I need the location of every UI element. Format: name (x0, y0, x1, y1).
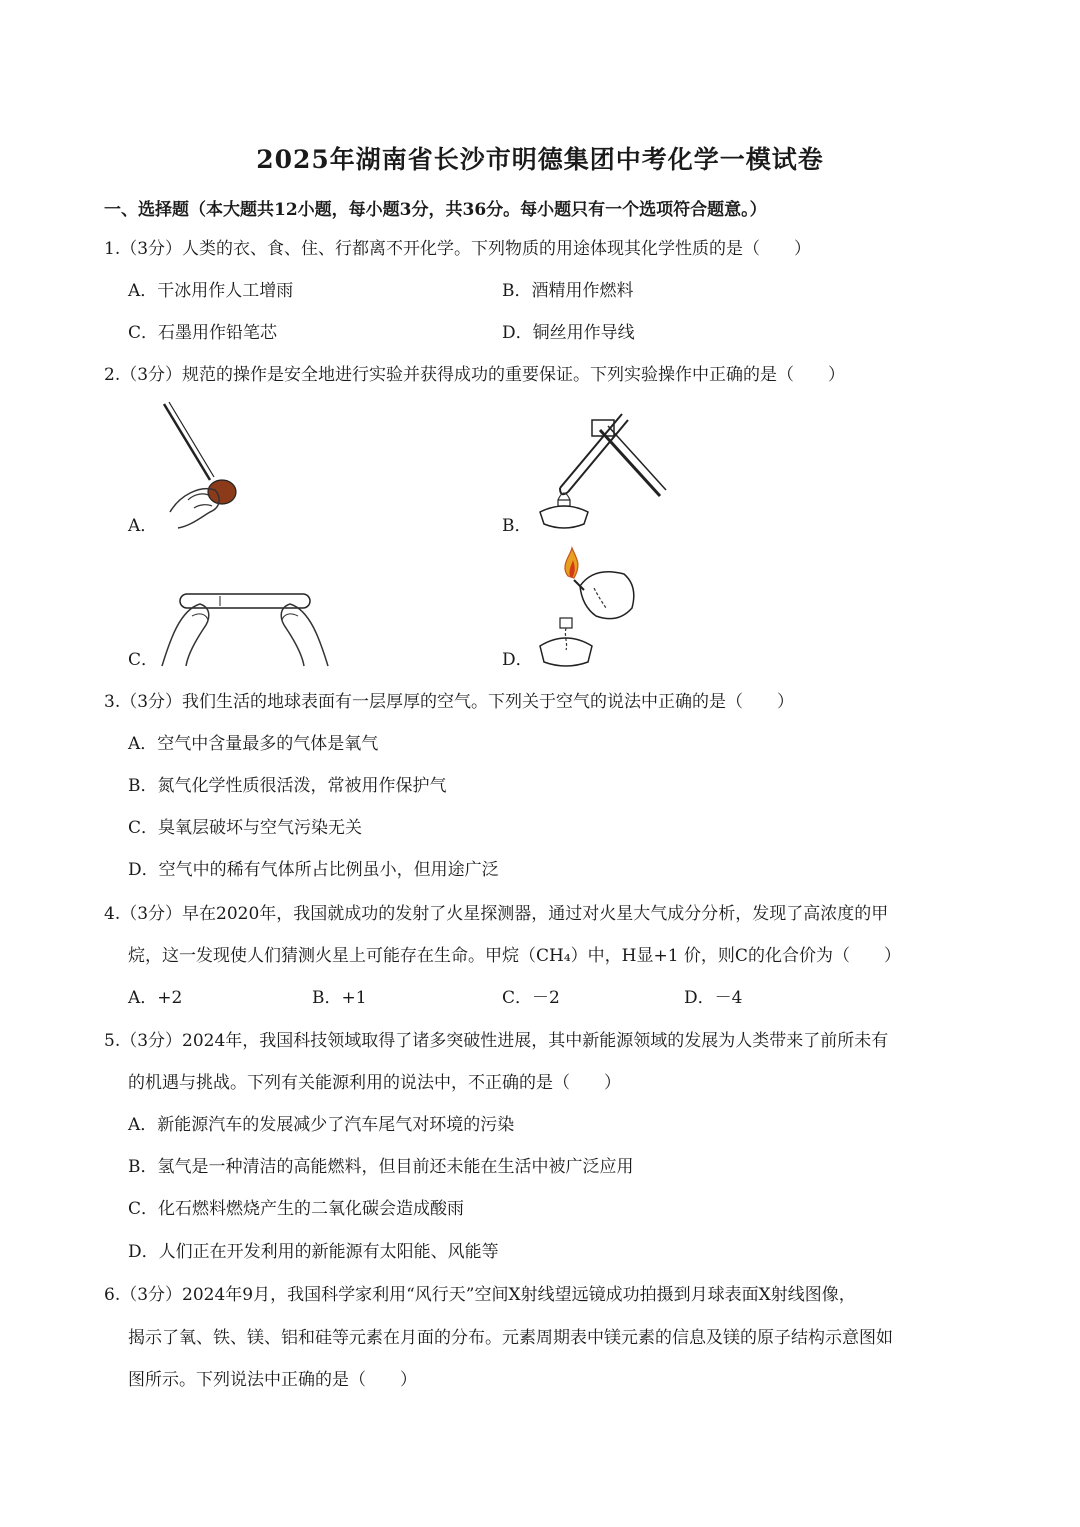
q5-option-c[interactable]: C．化石燃料燃烧产生的二氧化碳会造成酸雨 (128, 1199, 465, 1219)
exam-title: 2025年湖南省长沙市明德集团中考化学一模试卷 (256, 145, 824, 174)
q4-option-d[interactable]: D．－4 (684, 988, 743, 1008)
q2-option-d[interactable]: D． (502, 650, 533, 670)
q1-option-d[interactable]: D．铜丝用作导线 (502, 323, 635, 343)
q1-option-c[interactable]: C．石墨用作铅笔芯 (128, 323, 278, 343)
q1-option-b[interactable]: B．酒精用作燃料 (502, 281, 634, 301)
question-4-stem-line-1: 4.（3分）早在2020年，我国就成功的发射了火星探测器，通过对火星大气成分分析，发现了高浓度的甲 (104, 904, 889, 924)
question-3-stem: 3.（3分）我们生活的地球表面有一层厚厚的空气。下列关于空气的说法中正确的是（ ） (104, 692, 795, 712)
dropper-illustration (160, 400, 250, 530)
holding-test-tube-illustration (160, 580, 330, 668)
q2-option-c[interactable]: C． (128, 650, 159, 670)
question-2-stem: 2.（3分）规范的操作是安全地进行实验并获得成功的重要保证。下列实验操作中正确的是（ ） (104, 365, 846, 385)
q3-option-c[interactable]: C．臭氧层破坏与空气污染无关 (128, 818, 363, 838)
question-5-stem-line-1: 5.（3分）2024年，我国科技领域取得了诸多突破性进展，其中新能源领域的发展为人类带来了前所未有 (104, 1031, 889, 1051)
question-5-stem-line-2: 的机遇与挑战。下列有关能源利用的说法中，不正确的是（ ） (128, 1073, 621, 1093)
question-6-stem-line-1: 6.（3分）2024年9月，我国科学家利用“风行天”空间X射线望远镜成功拍摄到月球表面X射线图像， (104, 1285, 856, 1305)
q4-option-b[interactable]: B．+1 (312, 988, 367, 1008)
q2-option-b[interactable]: B． (502, 516, 532, 536)
q3-option-b[interactable]: B．氮气化学性质很活泼，常被用作保护气 (128, 776, 447, 796)
question-6-stem-line-3: 图所示。下列说法中正确的是（ ） (128, 1370, 417, 1390)
question-4-stem-line-2: 烷，这一发现使人们猜测火星上可能存在生命。甲烷（CH₄）中，H显+1 价，则C的化合价为（ ） (128, 946, 901, 966)
section-heading: 一、选择题（本大题共12小题，每小题3分，共36分。每小题只有一个选项符合题意。） (104, 200, 767, 220)
test-tube-heating-illustration (530, 404, 670, 532)
q2-option-a[interactable]: A． (128, 516, 158, 536)
q5-option-b[interactable]: B．氢气是一种清洁的高能燃料，但目前还未能在生活中被广泛应用 (128, 1157, 634, 1177)
q5-option-d[interactable]: D．人们正在开发利用的新能源有太阳能、风能等 (128, 1242, 499, 1262)
question-1-stem: 1.（3分）人类的衣、食、住、行都离不开化学。下列物质的用途体现其化学性质的是（ ） (104, 239, 812, 259)
lighting-lamp-illustration (534, 546, 654, 668)
question-6-stem-line-2: 揭示了氧、铁、镁、铝和硅等元素在月面的分布。元素周期表中镁元素的信息及镁的原子结构示意图如 (128, 1328, 893, 1348)
q4-option-c[interactable]: C．－2 (502, 988, 560, 1008)
q4-option-a[interactable]: A．+2 (128, 988, 183, 1008)
q5-option-a[interactable]: A．新能源汽车的发展减少了汽车尾气对环境的污染 (128, 1115, 515, 1135)
q1-option-a[interactable]: A．干冰用作人工增雨 (128, 281, 294, 301)
q3-option-d[interactable]: D．空气中的稀有气体所占比例虽小，但用途广泛 (128, 860, 499, 880)
q3-option-a[interactable]: A．空气中含量最多的气体是氧气 (128, 734, 379, 754)
